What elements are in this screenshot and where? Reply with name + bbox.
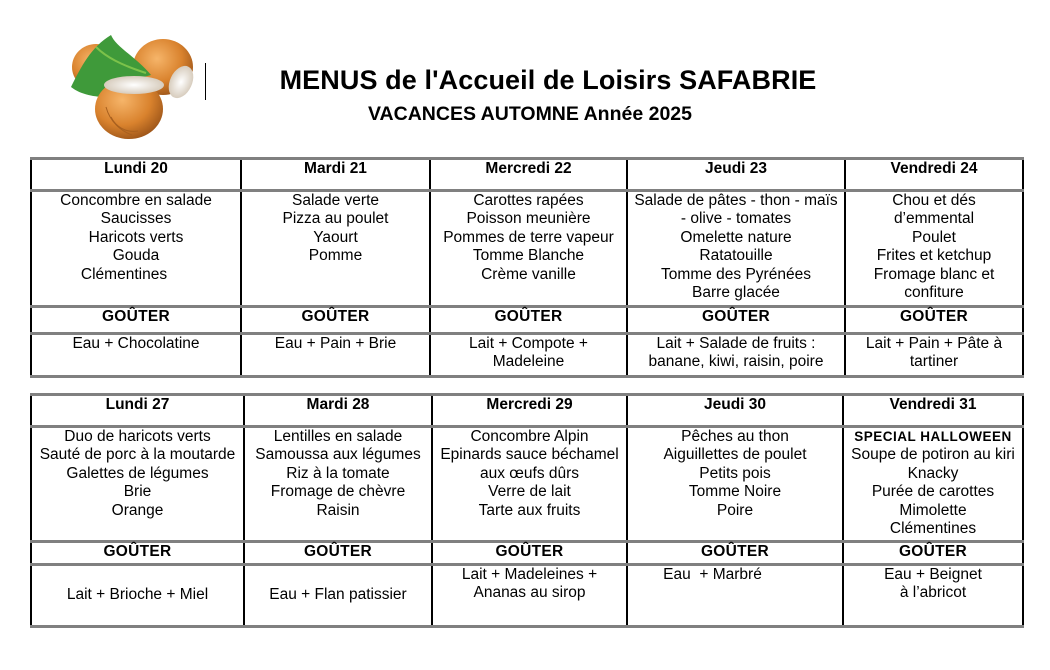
meal-item: Salade verte xyxy=(291,192,380,209)
page-subtitle: VACANCES AUTOMNE Année 2025 xyxy=(368,103,692,125)
meal-cell xyxy=(31,427,244,542)
meal-item: Carottes rapées xyxy=(473,192,584,209)
gouter-item: Madeleine xyxy=(492,353,565,371)
meal-item: Samoussa aux légumes xyxy=(255,446,421,464)
gouter-label-row xyxy=(31,307,1023,334)
meal-item: Yaourt xyxy=(313,228,358,246)
gouter-cell xyxy=(241,334,430,377)
gouter-item: banane, kiwi, raisin, poire xyxy=(648,353,824,371)
meal-item: Sauté de porc à la moutarde xyxy=(39,446,236,464)
meal-cell xyxy=(31,191,241,307)
meal-item: Poulet xyxy=(912,228,956,246)
meal-item: Poire xyxy=(716,501,754,519)
meal-item: Tarte aux fruits xyxy=(478,501,581,519)
page-title: MENUS de l'Accueil de Loisirs SAFABRIE xyxy=(279,65,817,95)
text-cursor xyxy=(205,63,206,100)
meal-item: Concombre Alpin xyxy=(470,428,589,445)
gouter-item: Eau + Beignet xyxy=(884,566,982,583)
gouter-item: Eau + Pain + Brie xyxy=(274,335,397,352)
gouter-item: Eau + Marbré xyxy=(663,566,762,583)
meal-item: Galettes de légumes xyxy=(66,464,209,482)
day-header: Lundi 20 xyxy=(31,159,241,191)
meal-item: Petits pois xyxy=(699,464,771,482)
meal-item: Lentilles en salade xyxy=(273,428,403,445)
gouter-item: Lait + Brioche + Miel xyxy=(66,586,209,604)
meal-cell xyxy=(627,191,845,307)
meal-cell xyxy=(843,427,1023,542)
gouter-label: GOÛTER xyxy=(31,542,244,565)
gouter-item: Lait + Madeleines + xyxy=(461,566,598,583)
gouter-cell xyxy=(843,565,1023,627)
day-header: Jeudi 30 xyxy=(627,395,843,427)
gouter-cell xyxy=(430,334,627,377)
meal-item: aux œufs dûrs xyxy=(479,464,580,482)
day-header: Vendredi 31 xyxy=(843,395,1023,427)
meal-item: Fromage de chèvre xyxy=(270,483,406,501)
meal-item: Salade de pâtes - thon - maïs xyxy=(634,192,838,209)
day-header: Jeudi 23 xyxy=(627,159,845,191)
gouter-label: GOÛTER xyxy=(432,542,627,565)
meals-row xyxy=(31,191,1023,307)
gouter-cell xyxy=(244,565,432,627)
meal-cell xyxy=(241,191,430,307)
meal-item: d’emmental xyxy=(893,210,975,228)
meal-item: Verre de lait xyxy=(488,483,571,501)
meal-item: Tomme des Pyrénées xyxy=(661,265,811,283)
gouter-item: Eau + Chocolatine xyxy=(72,335,200,352)
day-header: Mercredi 29 xyxy=(432,395,627,427)
meal-item: Knacky xyxy=(907,464,959,482)
gouter-cell xyxy=(31,334,241,377)
gouter-cell xyxy=(627,334,845,377)
gouter-label: GOÛTER xyxy=(627,542,843,565)
gouter-row xyxy=(31,334,1023,377)
meal-item: Clémentines xyxy=(80,265,168,283)
gouter-label: GOÛTER xyxy=(244,542,432,565)
meal-item: Haricots verts xyxy=(88,228,184,246)
menu-table-week-1 xyxy=(30,157,1024,378)
meal-item: Riz à la tomate xyxy=(286,464,390,482)
gouter-label: GOÛTER xyxy=(845,307,1023,334)
meal-item: Chou et dés xyxy=(892,192,976,209)
meal-item: Soupe de potiron au kiri xyxy=(851,446,1015,464)
gouter-item: à l’abricot xyxy=(899,584,967,602)
meal-item: Raisin xyxy=(316,501,360,519)
gouter-label: GOÛTER xyxy=(241,307,430,334)
meal-item: Fromage blanc et xyxy=(873,265,995,283)
gouter-label: GOÛTER xyxy=(627,307,845,334)
meal-item: Mimolette xyxy=(899,501,967,519)
gouter-row xyxy=(31,565,1023,627)
meal-item: Orange xyxy=(111,501,164,519)
meal-item: Gouda xyxy=(112,247,160,265)
meal-item: Omelette nature xyxy=(680,228,792,246)
gouter-label: GOÛTER xyxy=(31,307,241,334)
gouter-item: Lait + Pain + Pâte à xyxy=(865,335,1003,352)
day-header: Vendredi 24 xyxy=(845,159,1023,191)
gouter-cell xyxy=(31,565,244,627)
meal-cell xyxy=(432,427,627,542)
meal-item: Crème vanille xyxy=(481,265,576,283)
meal-item: Ratatouille xyxy=(699,247,773,265)
meal-item: Pommes de terre vapeur xyxy=(443,228,614,246)
gouter-item: Lait + Salade de fruits : xyxy=(656,335,816,352)
day-header-row xyxy=(31,159,1023,191)
day-header: Mercredi 22 xyxy=(430,159,627,191)
meal-cell xyxy=(430,191,627,307)
menu-table-week-2 xyxy=(30,393,1024,628)
day-header-row xyxy=(31,395,1023,427)
gouter-cell xyxy=(845,334,1023,377)
gouter-item: Lait + Compote + xyxy=(469,335,588,352)
meal-item: Concombre en salade xyxy=(60,192,212,209)
meal-item: confiture xyxy=(904,284,964,302)
hazelnuts-logo xyxy=(66,27,206,140)
meal-item: Barre glacée xyxy=(692,284,780,302)
meal-item: Pizza au poulet xyxy=(282,210,389,228)
meal-item: Tomme Blanche xyxy=(472,247,585,265)
meal-item: Frites et ketchup xyxy=(876,247,992,265)
meal-item: Brie xyxy=(123,483,152,501)
meal-item: Aiguillettes de poulet xyxy=(663,446,807,464)
gouter-label-row xyxy=(31,542,1023,565)
gouter-label: GOÛTER xyxy=(430,307,627,334)
gouter-cell xyxy=(627,565,843,627)
meal-cell xyxy=(627,427,843,542)
meal-item: Poisson meunière xyxy=(466,210,591,228)
meal-item: - olive - tomates xyxy=(680,210,792,228)
meal-cell xyxy=(845,191,1023,307)
gouter-cell xyxy=(432,565,627,627)
day-header: Lundi 27 xyxy=(31,395,244,427)
day-header: Mardi 21 xyxy=(241,159,430,191)
gouter-item: Eau + Flan patissier xyxy=(269,586,407,604)
meal-item: Pêches au thon xyxy=(681,428,789,445)
special-halloween-label: SPECIAL HALLOWEEN xyxy=(854,429,1012,444)
meals-row xyxy=(31,427,1023,542)
meal-item: Purée de carottes xyxy=(871,483,995,501)
gouter-item: Ananas au sirop xyxy=(473,584,586,602)
meal-cell xyxy=(244,427,432,542)
meal-item: Tomme Noire xyxy=(688,483,782,501)
gouter-item: tartiner xyxy=(909,353,959,371)
gouter-label: GOÛTER xyxy=(843,542,1023,565)
meal-item: Epinards sauce béchamel xyxy=(440,446,619,464)
meal-item: Pomme xyxy=(308,247,363,265)
meal-item: Saucisses xyxy=(100,210,172,228)
meal-item: Clémentines xyxy=(889,520,977,538)
day-header: Mardi 28 xyxy=(244,395,432,427)
meal-item: Duo de haricots verts xyxy=(64,428,211,445)
